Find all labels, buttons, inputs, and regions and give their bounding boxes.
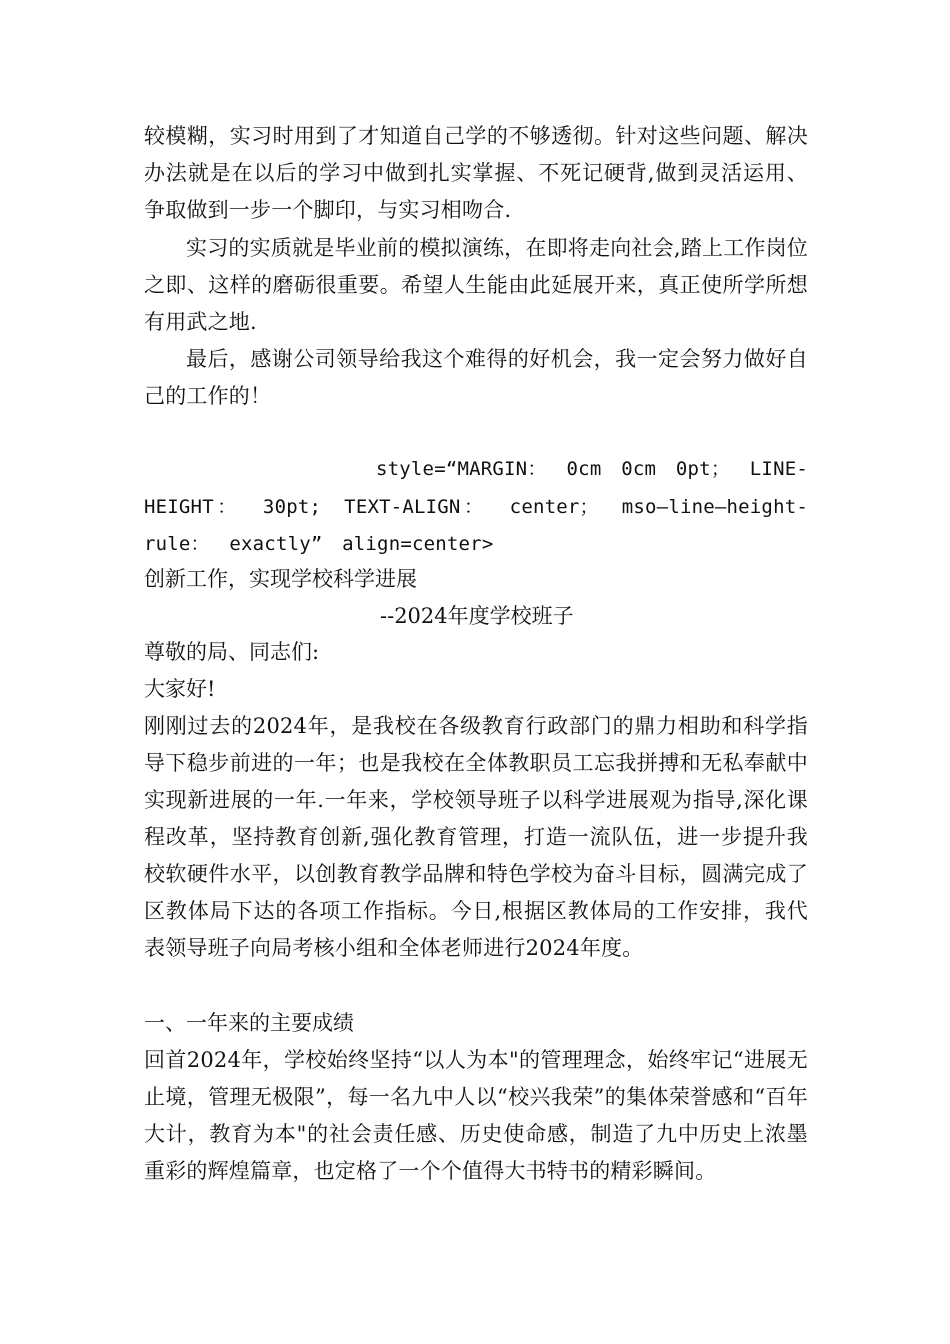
paragraph-internship-essence: 实习的实质就是毕业前的模拟演练，在即将走向社会,踏上工作岗位之即、这样的磨砺很重要。希望人生能由此延展开来，真正使所学所想有用武之地. [144, 236, 808, 334]
stray-style-markup-text: style=“MARGIN： 0cm 0cm 0pt； LINE-HEIGHT： 30pt; TEXT-ALIGN： center； mso—line—height-rule： exactly” align=center> [144, 458, 808, 555]
greeting: 大家好! [144, 677, 216, 701]
report-title: 创新工作，实现学校科学进展 [144, 567, 417, 591]
paragraph-closing-thanks: 最后，感谢公司领导给我这个难得的好机会，我一定会努力做好自己的工作的！ [144, 347, 808, 408]
paragraph-internship-problems: 较模糊，实习时用到了才知道自己学的不够透彻。针对这些问题、解决办法就是在以后的学习中做到扎实掌握、不死记硬背,做到灵活运用、争取做到一步一个脚印，与实习相吻合. [144, 124, 808, 222]
report-subtitle: --2024年度学校班子 [380, 604, 574, 628]
section-heading-achievements: 一、一年来的主要成绩 [144, 1011, 354, 1035]
salutation: 尊敬的局、同志们: [144, 640, 320, 664]
paragraph-year-review: 刚刚过去的2024年，是我校在各级教育行政部门的鼎力相助和科学指导下稳步前进的一年；也是我校在全体教职员工忘我拼搏和无私奉献中实现新进展的一年.一年来，学校领导班子以科学进展观为指导,深化课程改革，坚持教育创新,强化教育管理，打造一流队伍，进一步提升我校软硬件水平，以创教育教学品牌和特色学校为奋斗目标，圆满完成了区教体局下达的各项工作指标。今日,根据区教体局的工作安排，我代表领导班子向局考核小组和全体老师进行2024年度。 [144, 714, 808, 960]
paragraph-look-back: 回首2024年，学校始终坚持“以人为本"的管理理念，始终牢记“进展无止境，管理无极限”，每一名九中人以“校兴我荣”的集体荣誉感和“百年大计，教育为本"的社会责任感、历史使命感，制造了九中历史上浓墨重彩的辉煌篇章，也定格了一个个值得大书特书的精彩瞬间。 [144, 1048, 808, 1183]
